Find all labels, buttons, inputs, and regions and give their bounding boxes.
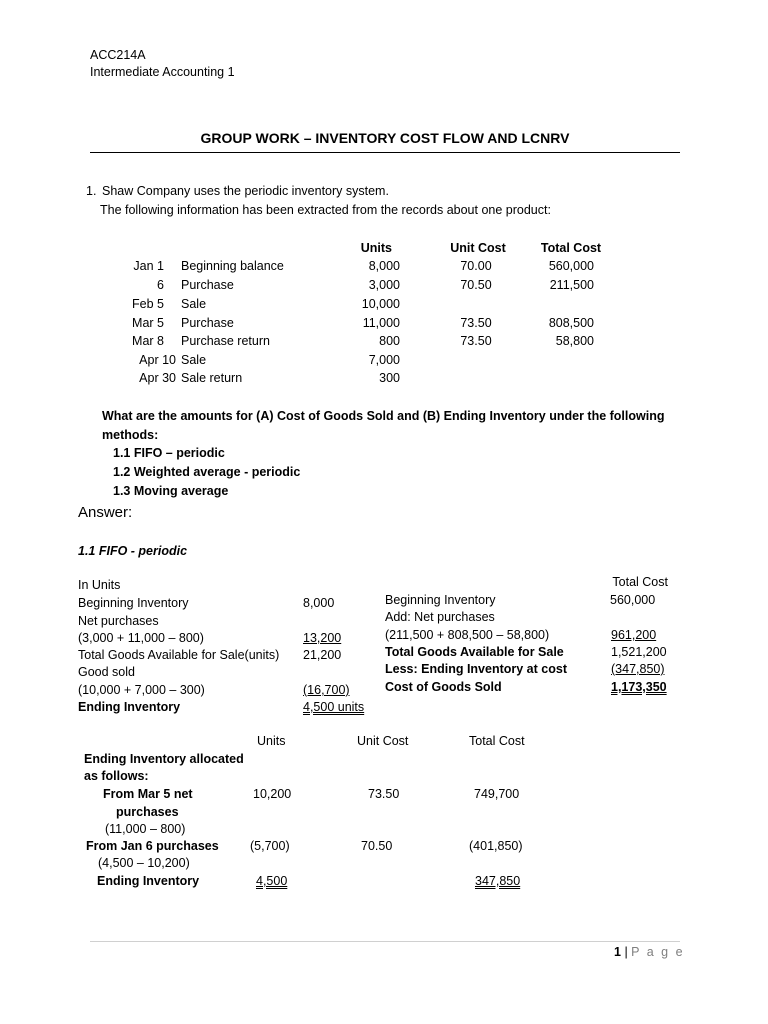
row-unit-cost: 73.50 xyxy=(460,316,492,330)
col-header-units: Units xyxy=(360,241,392,255)
cost-title: Total Cost xyxy=(612,575,668,589)
problem-number: 1. xyxy=(86,184,97,198)
row-date: Feb 5 xyxy=(132,297,164,311)
units-net-label: Net purchases xyxy=(78,614,159,628)
alloc-intro-2: as follows: xyxy=(84,769,149,783)
row-date: Apr 10 xyxy=(139,353,176,367)
problem-line-1: Shaw Company uses the periodic inventory system. xyxy=(102,184,389,198)
alloc-row1-label-2: purchases xyxy=(116,805,179,819)
row-desc: Purchase return xyxy=(181,334,270,348)
alloc-row1-unit-cost: 73.50 xyxy=(368,787,400,801)
cost-add-value: 961,200 xyxy=(611,628,657,642)
units-sold-value: (16,700) xyxy=(303,683,350,697)
row-desc: Purchase xyxy=(181,316,234,330)
alloc-row1-formula: (11,000 – 800) xyxy=(105,822,186,836)
alloc-col-unit-cost: Unit Cost xyxy=(357,734,409,748)
row-units: 800 xyxy=(379,334,400,348)
page-title: GROUP WORK – INVENTORY COST FLOW AND LCNRV xyxy=(200,130,570,146)
row-units: 7,000 xyxy=(368,353,400,367)
units-end-value: 4,500 units xyxy=(303,700,365,714)
page-separator: | xyxy=(624,945,628,959)
row-total-cost: 808,500 xyxy=(548,316,594,330)
alloc-row1-label: From Mar 5 net xyxy=(103,787,193,801)
units-title: In Units xyxy=(78,578,121,592)
cost-cogs-value: 1,173,350 xyxy=(611,680,667,694)
alloc-col-total-cost: Total Cost xyxy=(469,734,525,748)
alloc-row2-unit-cost: 70.50 xyxy=(361,839,393,853)
page-number: 1 xyxy=(614,945,621,959)
row-desc: Sale return xyxy=(181,371,243,385)
cost-less-label: Less: Ending Inventory at cost xyxy=(385,662,567,676)
answer-label: Answer: xyxy=(78,504,133,521)
method-item: 1.1 FIFO – periodic xyxy=(113,446,225,460)
alloc-row2-total: (401,850) xyxy=(469,839,523,853)
question-line-2: methods: xyxy=(102,428,159,442)
units-beg-value: 8,000 xyxy=(303,596,335,610)
row-desc: Purchase xyxy=(181,278,234,292)
footer-rule xyxy=(90,941,680,942)
units-sold-label: Good sold xyxy=(78,665,135,679)
row-date: 6 xyxy=(157,278,164,292)
row-desc: Sale xyxy=(181,297,207,311)
cost-beg-value: 560,000 xyxy=(610,593,656,607)
cost-cogs-label: Cost of Goods Sold xyxy=(385,680,502,694)
page-footer xyxy=(614,945,685,959)
alloc-row2-units: (5,700) xyxy=(250,839,290,853)
col-header-total-cost: Total Cost xyxy=(540,241,602,255)
row-units: 10,000 xyxy=(361,297,400,311)
row-units: 8,000 xyxy=(368,259,400,273)
row-date: Jan 1 xyxy=(133,259,164,273)
alloc-row1-units: 10,200 xyxy=(253,787,292,801)
units-net-formula: (3,000 + 11,000 – 800) xyxy=(78,631,204,645)
units-sold-formula: (10,000 + 7,000 – 300) xyxy=(78,683,205,697)
col-header-unit-cost: Unit Cost xyxy=(450,241,506,255)
question-line-1: What are the amounts for (A) Cost of Goods Sold and (B) Ending Inventory under the following xyxy=(102,409,665,423)
cost-tgas-value: 1,521,200 xyxy=(611,645,667,659)
units-tgas-value: 21,200 xyxy=(303,648,342,662)
cost-add-formula: (211,500 + 808,500 – 58,800) xyxy=(385,628,550,642)
row-desc: Sale xyxy=(181,353,207,367)
problem-line-2: The following information has been extracted from the records about one product: xyxy=(100,203,551,217)
row-date: Mar 8 xyxy=(132,334,164,348)
row-total-cost: 560,000 xyxy=(548,259,594,273)
title-rule xyxy=(90,152,680,153)
alloc-end-units: 4,500 xyxy=(256,874,288,888)
units-beg-label: Beginning Inventory xyxy=(78,596,189,610)
row-unit-cost: 73.50 xyxy=(460,334,492,348)
units-tgas-label: Total Goods Available for Sale(units) xyxy=(78,648,280,662)
course-code: ACC214A xyxy=(90,48,146,62)
alloc-row2-formula: (4,500 – 10,200) xyxy=(98,856,190,870)
cost-beg-label: Beginning Inventory xyxy=(385,593,496,607)
units-net-value: 13,200 xyxy=(303,631,342,645)
alloc-col-units: Units xyxy=(257,734,286,748)
alloc-intro-1: Ending Inventory allocated xyxy=(84,752,244,766)
cost-tgas-label: Total Goods Available for Sale xyxy=(385,645,564,659)
row-total-cost: 58,800 xyxy=(555,334,594,348)
course-name: Intermediate Accounting 1 xyxy=(90,65,235,79)
fifo-heading: 1.1 FIFO - periodic xyxy=(78,544,188,558)
units-end-label: Ending Inventory xyxy=(78,700,181,714)
row-units: 300 xyxy=(379,371,400,385)
cost-add-label: Add: Net purchases xyxy=(385,610,495,624)
alloc-end-label: Ending Inventory xyxy=(97,874,200,888)
row-units: 11,000 xyxy=(362,316,400,330)
page-word: P a g e xyxy=(631,945,685,959)
row-date: Apr 30 xyxy=(139,371,176,385)
method-item: 1.3 Moving average xyxy=(113,484,229,498)
row-units: 3,000 xyxy=(368,278,400,292)
row-unit-cost: 70.50 xyxy=(460,278,492,292)
row-desc: Beginning balance xyxy=(181,259,284,273)
row-total-cost: 211,500 xyxy=(549,278,594,292)
alloc-row1-total: 749,700 xyxy=(474,787,520,801)
alloc-row2-label: From Jan 6 purchases xyxy=(86,839,219,853)
alloc-end-total: 347,850 xyxy=(475,874,521,888)
cost-less-value: (347,850) xyxy=(611,662,665,676)
row-date: Mar 5 xyxy=(132,316,164,330)
method-item: 1.2 Weighted average - periodic xyxy=(113,465,301,479)
row-unit-cost: 70.00 xyxy=(460,259,492,273)
